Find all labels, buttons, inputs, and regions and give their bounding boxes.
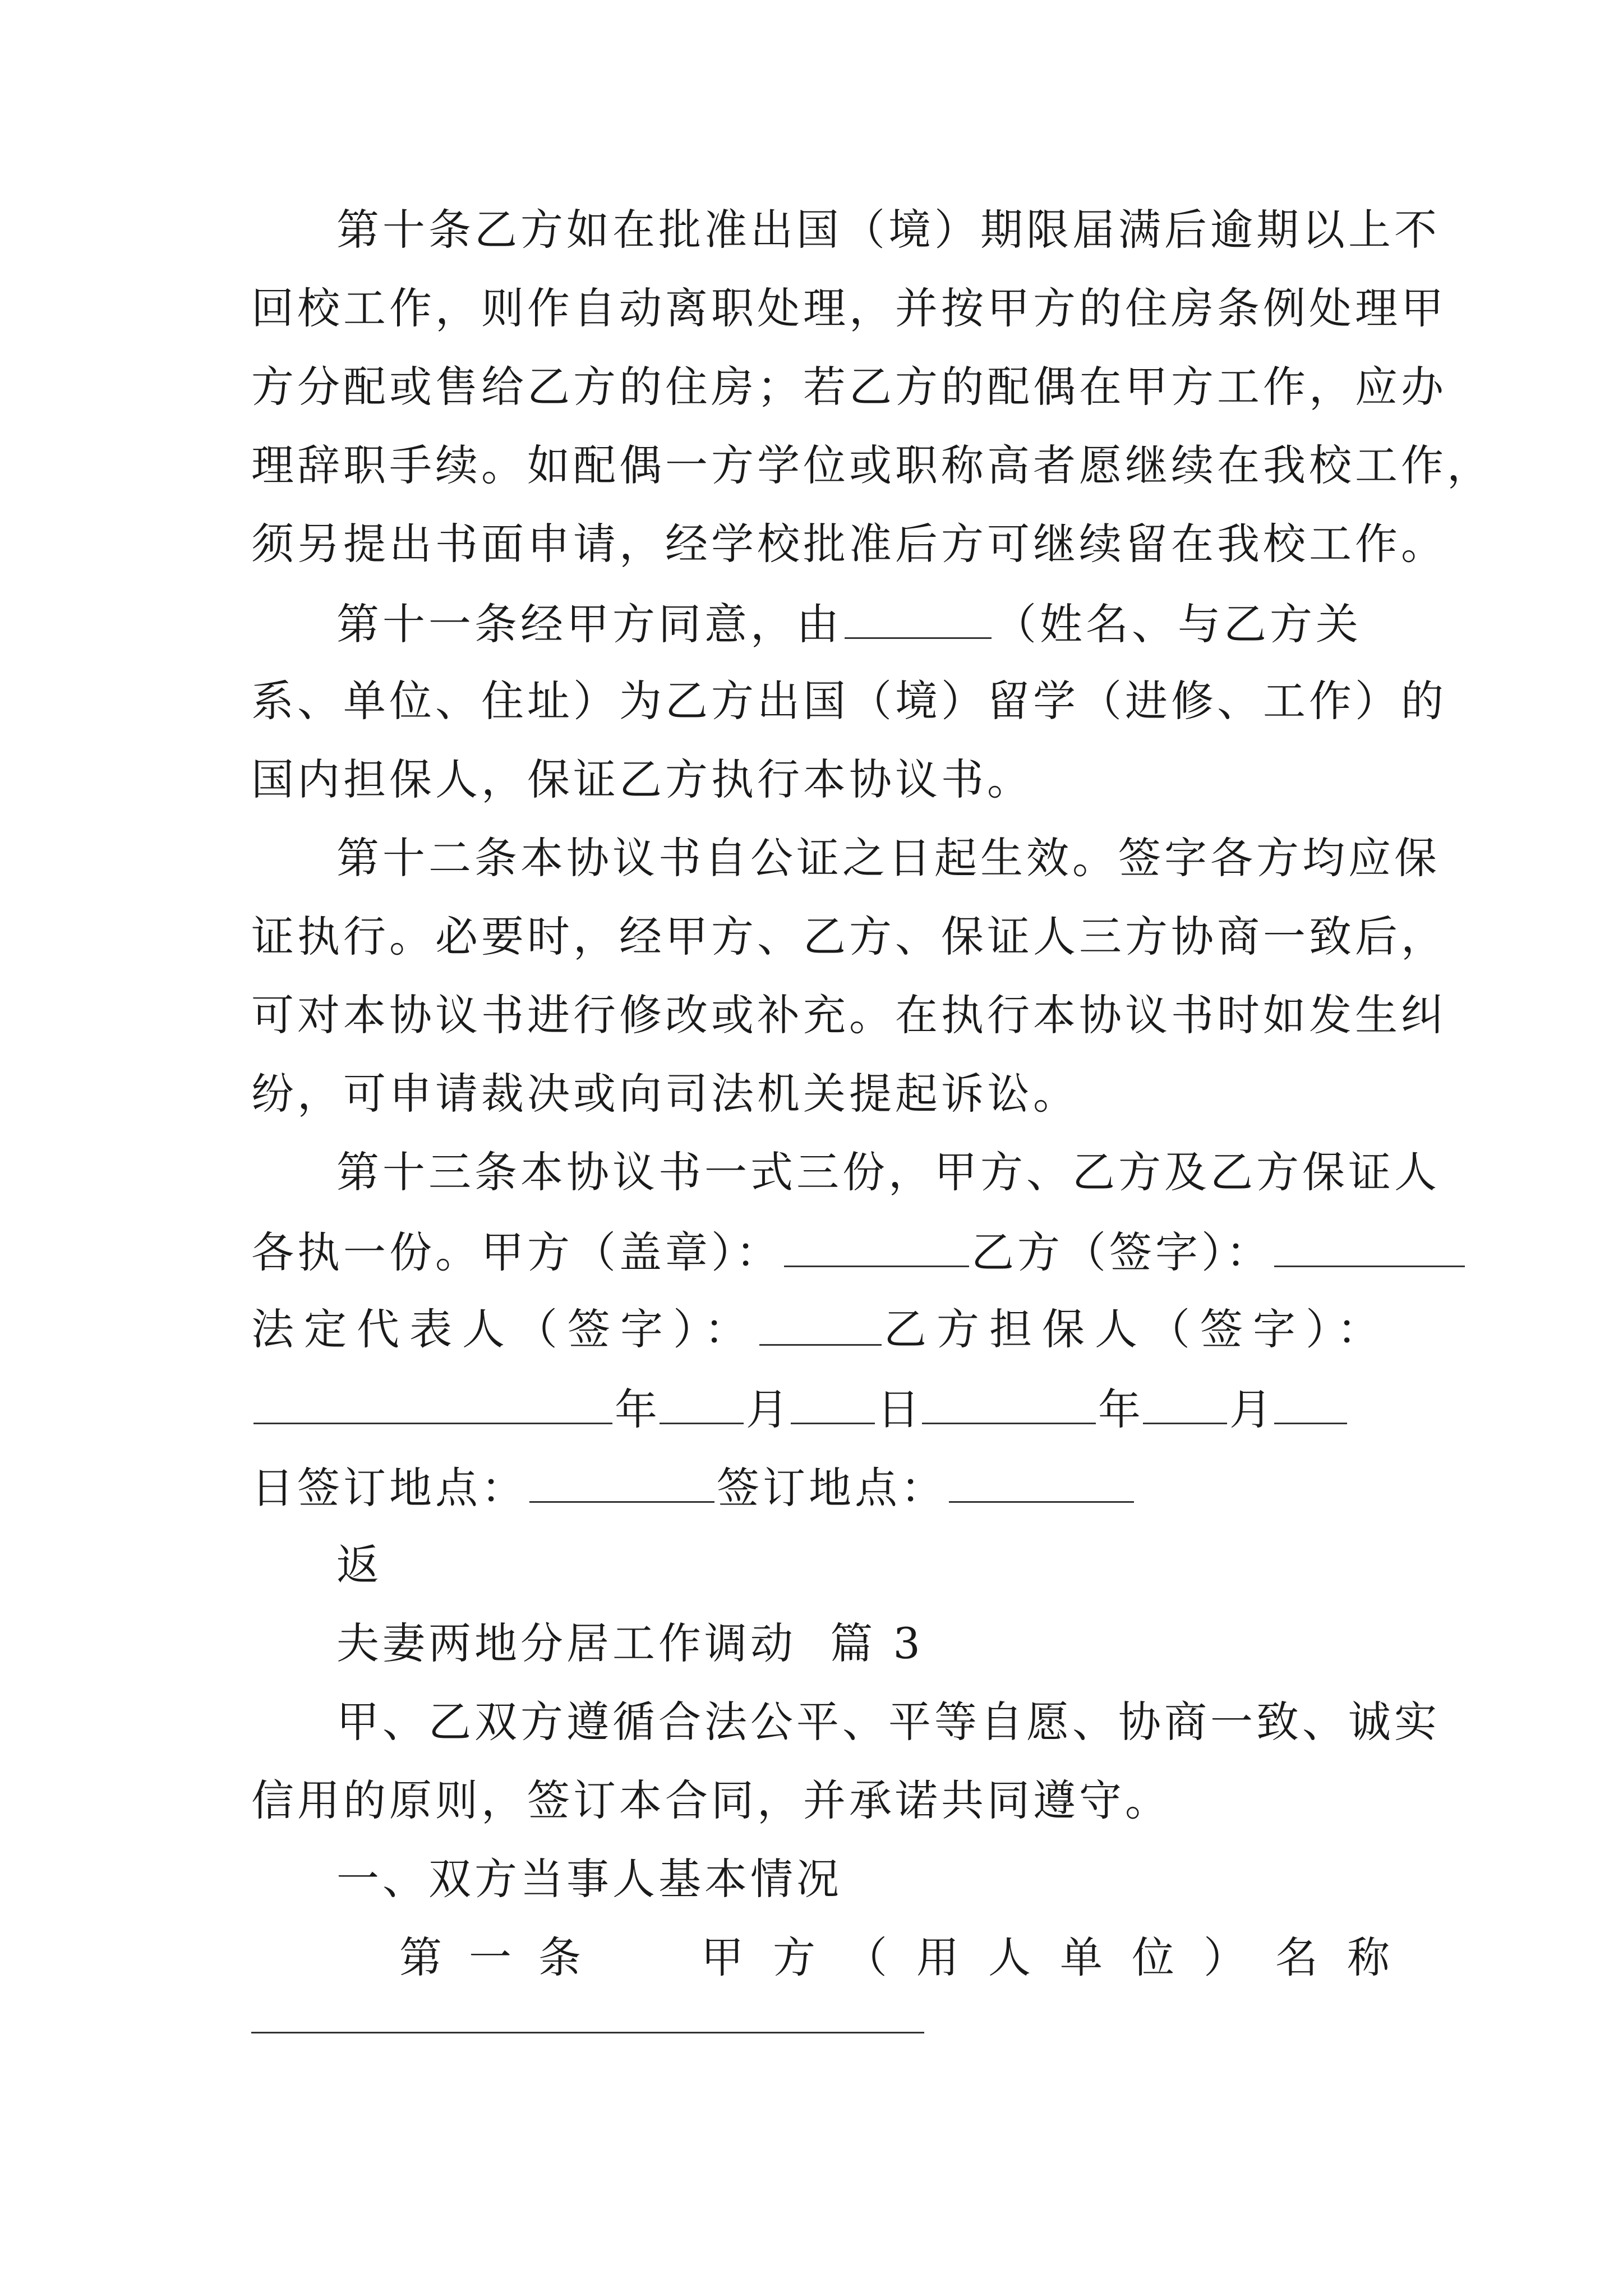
text: 可对本协议书进行修改或补充。在执行本协议书时如发生纠: [251, 990, 1447, 1040]
signature-blank[interactable]: [759, 1301, 882, 1346]
date-blank[interactable]: [791, 1380, 875, 1424]
text: 第十一条经甲方同意，由: [336, 599, 842, 649]
text: 月: [746, 1384, 789, 1434]
article-line: [399, 1930, 1419, 1986]
text: 第十条乙方如在批准出国（境）期限届满后逾期以上不: [336, 205, 1440, 255]
date-line: [251, 1380, 1390, 1436]
paragraph-line: [251, 1773, 1390, 1829]
paragraph-line: [251, 1066, 1390, 1122]
date-blank[interactable]: [1274, 1380, 1347, 1424]
text: 纷，可申请裁决或向司法机关提起诉讼。: [251, 1069, 1079, 1119]
date-blank[interactable]: [253, 1380, 612, 1424]
text: 签订地点：: [717, 1463, 947, 1513]
seal-blank[interactable]: [784, 1223, 969, 1267]
date-blank[interactable]: [660, 1380, 744, 1424]
paragraph-line: [336, 1694, 1440, 1750]
text: 日签订地点：: [251, 1463, 527, 1513]
paragraph-line: [336, 1144, 1440, 1200]
paragraph-line: [251, 987, 1447, 1043]
paragraph-line: [251, 280, 1447, 337]
date-blank[interactable]: [922, 1380, 1096, 1424]
text: 年: [615, 1384, 657, 1434]
text: 国内担保人，保证乙方执行本协议书。: [251, 754, 1033, 804]
text: 甲、乙双方遵循合法公平、平等自愿、协商一致、诚实: [336, 1697, 1440, 1747]
text: 乙方担保人（签字）：: [884, 1304, 1390, 1354]
text: （姓名、与乙方关: [994, 599, 1362, 649]
text: 方分配或售给乙方的住房；若乙方的配偶在甲方工作，应办: [251, 362, 1447, 412]
paragraph-line: [251, 359, 1447, 415]
paragraph-line: [251, 909, 1447, 965]
text: 日: [877, 1384, 920, 1434]
location-blank[interactable]: [949, 1458, 1134, 1503]
paragraph-line: [251, 516, 1447, 572]
name-blank[interactable]: [251, 2032, 924, 2033]
text: 乙方（签字）：: [971, 1227, 1272, 1277]
return-link[interactable]: [336, 1537, 1390, 1593]
signature-line: [251, 1223, 1390, 1279]
paragraph-line: [336, 830, 1440, 886]
text: 年: [1098, 1384, 1141, 1434]
text: 夫妻两地分居工作调动 篇 3: [336, 1618, 924, 1668]
text: 第一条: [399, 1932, 608, 1982]
fill-blank[interactable]: [845, 595, 992, 639]
text: 返: [336, 1540, 382, 1590]
text: 信用的原则，签订本合同，并承诺共同遵守。: [251, 1775, 1171, 1825]
text: 系、单位、住址）为乙方出国（境）留学（进修、工作）的: [251, 676, 1447, 726]
paragraph-line: [251, 752, 1390, 808]
text: 证执行。必要时，经甲方、乙方、保证人三方协商一致后，: [251, 912, 1447, 961]
paragraph-line: [336, 202, 1440, 258]
paragraph-line: [251, 673, 1447, 729]
text: 理辞职手续。如配偶一方学位或职称高者愿继续在我校工作，: [251, 440, 1493, 490]
paragraph-line: [251, 438, 1493, 494]
signature-line: [251, 1301, 1390, 1358]
text: 第十二条本协议书自公证之日起生效。签字各方均应保: [336, 833, 1440, 883]
subheading: [336, 1851, 1390, 1907]
text: 回校工作，则作自动离职处理，并按甲方的住房条例处理甲: [251, 283, 1447, 333]
text: 一、双方当事人基本情况: [336, 1854, 842, 1904]
text: 各执一份。甲方（盖章）：: [251, 1227, 782, 1277]
text: 第十三条本协议书一式三份，甲方、乙方及乙方保证人: [336, 1147, 1440, 1197]
text: 月: [1229, 1384, 1272, 1434]
text: 甲方（用人单位）名称: [701, 1932, 1419, 1982]
text: 须另提出书面申请，经学校批准后方可继续留在我校工作。: [251, 519, 1447, 569]
paragraph-line: [336, 595, 1390, 651]
section-heading: [336, 1616, 1390, 1672]
location-blank[interactable]: [529, 1458, 714, 1503]
text: 法定代表人（签字）：: [251, 1304, 757, 1354]
date-blank[interactable]: [1143, 1380, 1227, 1424]
signature-blank[interactable]: [1274, 1223, 1465, 1267]
location-line: [251, 1458, 1390, 1515]
